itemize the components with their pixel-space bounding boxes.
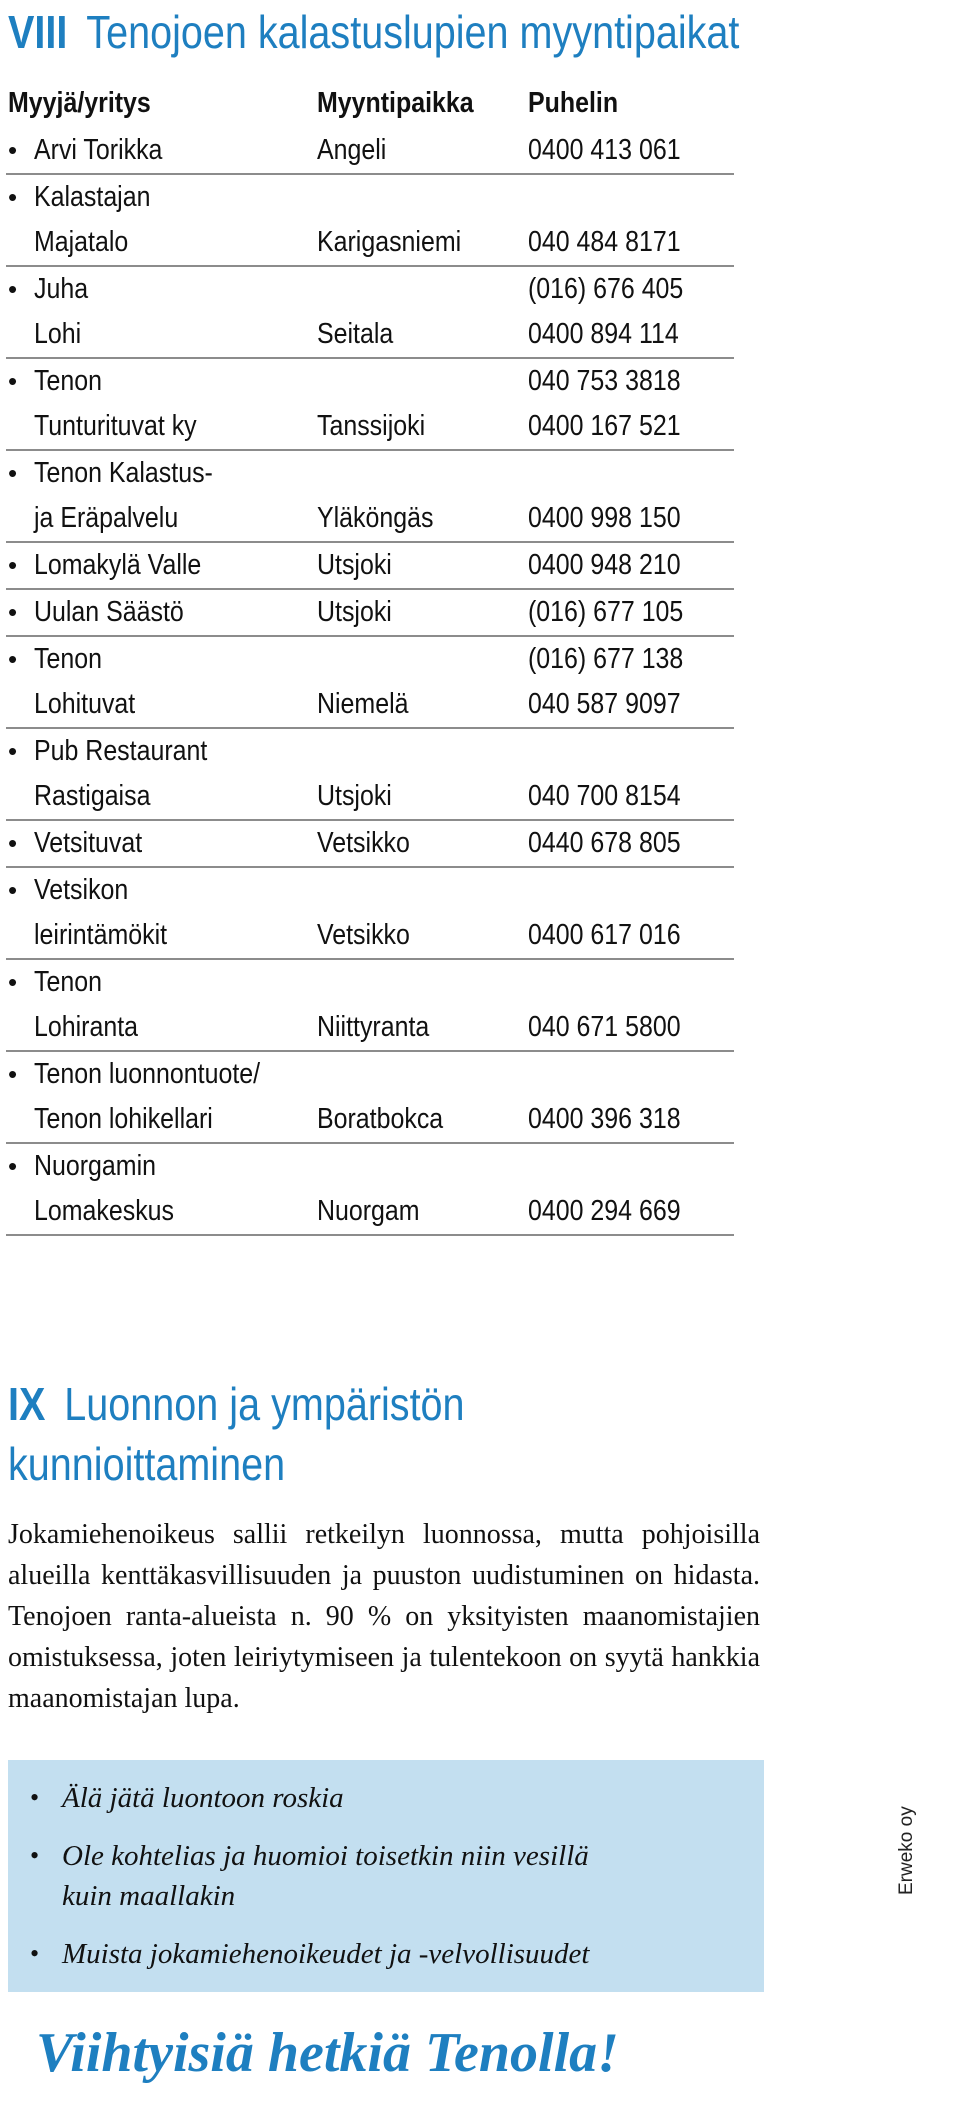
vendor-line [6,267,734,312]
bullet-icon: • [8,875,18,905]
vendor-place: Tanssijoki [317,410,426,442]
vendor-line [6,821,734,866]
vendor-phone: 0400 167 521 [528,410,681,442]
section-8-number: VIII [8,6,68,58]
bullet-icon: • [8,366,18,396]
vendor-line [6,220,734,265]
vendor-name: Lomakeskus [34,1195,175,1227]
column-header-seller: Myyjä/yritys [8,86,151,119]
vendor-line [6,682,734,727]
bullet-icon: • [30,1841,40,1870]
vendor-line [6,637,734,682]
vendor-name: Tenon lohikellari [34,1103,213,1135]
vendor-name: Juha [34,273,89,305]
vendor-line [6,729,734,774]
vendor-line [6,960,734,1005]
vendor-entry [6,543,734,590]
vendor-name: Lomakylä Valle [34,549,202,581]
vendor-name: Arvi Torikka [34,134,163,166]
vendor-place: Utsjoki [317,549,392,581]
vendor-phone: (016) 676 405 [528,273,684,305]
vendor-name: Lohi [34,318,82,350]
bullet-icon: • [8,967,18,997]
vendor-phone: 040 700 8154 [528,780,681,812]
vendor-name: Tunturituvat ky [34,410,197,442]
vendor-phone: 040 484 8171 [528,226,681,258]
section-8-title-text: Tenojoen kalastuslupien myyntipaikat [86,6,740,58]
vendor-entry [6,960,734,1052]
vendor-place: Niemelä [317,688,409,720]
advice-box [8,1760,764,1992]
vendor-entry [6,729,734,821]
vendor-phone: 0400 617 016 [528,919,681,951]
vendor-name: Tenon [34,966,102,998]
vendor-line [6,1189,734,1234]
section-9-number: IX [8,1378,46,1430]
vendor-place: Seitala [317,318,394,350]
vendor-entry [6,821,734,868]
section-9-title-line1: Luonnon ja ympäristön [64,1378,465,1430]
vendor-phone: 0400 413 061 [528,134,681,166]
vendor-name: Lohiranta [34,1011,139,1043]
vendor-name: Tenon [34,365,102,397]
vendor-line [6,175,734,220]
vendor-place: Vetsikko [317,827,410,859]
vendor-entry [6,267,734,359]
vendor-phone: (016) 677 105 [528,596,684,628]
column-header-phone: Puhelin [528,86,619,119]
section-9-body: Jokamiehenoikeus sallii retkeilyn luonnossa, mutta pohjoisilla alueilla kenttäkasvillisuuden ja puuston uudistuminen on hidasta. Tenojoen ranta-alueista n. 90 % on yksityisten maanomistajien omistuksessa, joten leiriytymiseen ja tulentekoon on syytä hankkia maanomistajan lupa. [8,1519,760,1714]
vendor-name: Vetsituvat [34,827,143,859]
vendor-name: Tenon [34,643,102,675]
advice-text: Muista jokamiehenoikeudet ja -velvollisuudet [62,1938,590,1970]
advice-text: Ole kohtelias ja huomioi toisetkin niin vesillä kuin maallakin [62,1840,589,1912]
vendor-name: Kalastajan [34,181,151,213]
bullet-icon: • [8,182,18,212]
vendor-name: Nuorgamin [34,1150,156,1182]
vendor-line [6,913,734,958]
publisher-credit: Erweko oy [896,1806,917,1895]
section-9-title-line2: kunnioittaminen [8,1438,286,1490]
bullet-icon: • [8,135,18,165]
bullet-icon: • [8,458,18,488]
vendor-line [6,128,734,173]
vendor-phone: 0400 998 150 [528,502,681,534]
bullet-icon: • [8,597,18,627]
vendor-place: Niittyranta [317,1011,430,1043]
vendor-place: Angeli [317,134,387,166]
vendor-phone: 0400 396 318 [528,1103,681,1135]
vendor-entry [6,637,734,729]
vendor-entry [6,128,734,175]
vendor-line [6,1052,734,1097]
vendor-phone: 0400 294 669 [528,1195,681,1227]
section-8-title [8,2,739,62]
bullet-icon: • [8,1151,18,1181]
vendor-table [6,78,734,1236]
vendor-place: Utsjoki [317,780,392,812]
vendor-entry [6,451,734,543]
vendor-entry [6,1144,734,1236]
bullet-icon: • [8,644,18,674]
vendor-name: Rastigaisa [34,780,151,812]
vendor-line [6,1097,734,1142]
bullet-icon: • [8,1059,18,1089]
vendor-place: Utsjoki [317,596,392,628]
vendor-entry [6,590,734,637]
vendor-phone: 040 671 5800 [528,1011,681,1043]
vendor-entry [6,175,734,267]
vendor-name: ja Eräpalvelu [34,502,179,534]
bullet-icon: • [8,274,18,304]
vendor-name: Tenon Kalastus- [34,457,213,489]
advice-item [30,1778,722,1818]
advice-text: Älä jätä luontoon roskia [62,1782,344,1814]
bullet-icon: • [8,550,18,580]
vendor-place: Boratbokca [317,1103,444,1135]
bullet-icon: • [30,1939,40,1968]
vendor-name: leirintämökit [34,919,168,951]
vendor-line [6,868,734,913]
vendor-line [6,404,734,449]
vendor-place: Nuorgam [317,1195,420,1227]
bullet-icon: • [8,736,18,766]
vendor-place: Karigasniemi [317,226,462,258]
vendor-phone: 0400 894 114 [528,318,679,350]
vendor-line [6,1144,734,1189]
vendor-table-header [6,78,734,128]
vendor-name: Majatalo [34,226,129,258]
vendor-entry [6,359,734,451]
vendor-name: Vetsikon [34,874,129,906]
slogan: Viihtyisiä hetkiä Tenolla! [36,2022,619,2084]
section-9-title [8,1374,465,1434]
vendor-place: Vetsikko [317,919,410,951]
vendor-name: Tenon luonnontuote/ [34,1058,261,1090]
vendor-line [6,1005,734,1050]
vendor-entry [6,1052,734,1144]
vendor-line [6,774,734,819]
vendor-phone: (016) 677 138 [528,643,684,675]
vendor-line [6,451,734,496]
vendor-name: Lohituvat [34,688,136,720]
vendor-line [6,496,734,541]
vendor-phone: 040 753 3818 [528,365,681,397]
advice-list [8,1760,764,1974]
vendor-phone: 0400 948 210 [528,549,681,581]
vendor-name: Uulan Säästö [34,596,184,628]
vendor-phone: 040 587 9097 [528,688,681,720]
column-header-place: Myyntipaikka [317,86,474,119]
vendor-rows [6,128,734,1236]
advice-item [30,1934,722,1974]
bullet-icon: • [8,828,18,858]
vendor-entry [6,868,734,960]
advice-item [30,1836,622,1916]
vendor-line [6,543,734,588]
section-9-title-continued [8,1434,285,1494]
vendor-line [6,312,734,357]
vendor-phone: 0440 678 805 [528,827,681,859]
vendor-place: Yläköngäs [317,502,434,534]
vendor-name: Pub Restaurant [34,735,208,767]
vendor-line [6,590,734,635]
vendor-line [6,359,734,404]
bullet-icon: • [30,1783,40,1812]
